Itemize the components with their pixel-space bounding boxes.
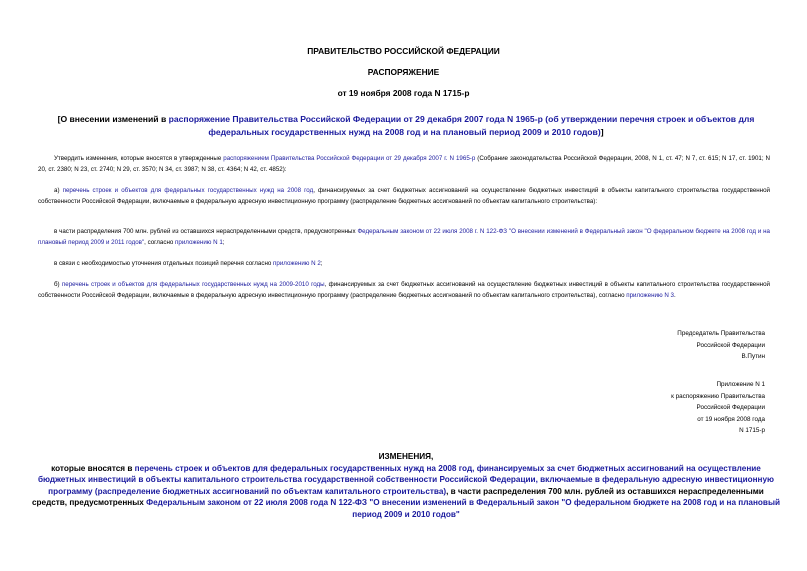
- pc-text-2: .: [673, 291, 676, 299]
- pb1-text-3: ;: [222, 238, 225, 246]
- pb2-text: в связи с необходимостью уточнения отдельных позиций перечня согласно: [54, 260, 274, 267]
- government-heading: ПРАВИТЕЛЬСТВО РОССИЙСКОЙ ФЕДЕРАЦИИ: [307, 46, 500, 56]
- pa-prefix: а): [54, 187, 63, 194]
- title-suffix: ]: [600, 127, 604, 137]
- signature-name: В.Путин: [741, 353, 765, 360]
- document-date-number: от 19 ноября 2008 года N 1715-р: [337, 88, 470, 98]
- changes-text-2: , в части распределения 700 млн. рублей из оставшихся нераспределенными средств, предусмотренных: [32, 486, 764, 507]
- paragraph-b: [38, 280, 770, 301]
- signature-country: Российской Федерации: [696, 341, 765, 349]
- title-prefix: [О внесении изменений в: [57, 114, 169, 124]
- paragraph-a-distribution: [38, 227, 770, 248]
- appendix-header: [671, 379, 765, 437]
- pb2-text-2: ;: [320, 260, 323, 267]
- changes-text: которые вносятся в: [51, 463, 135, 473]
- p1-link[interactable]: распоряжением Правительства Российской Федерации от 29 декабря 2007 г. N 1965-р: [223, 155, 476, 162]
- pb1-link-appendix[interactable]: приложению N 1: [175, 238, 223, 246]
- document-title: [30, 113, 782, 139]
- pc-link-appendix[interactable]: приложению N 3: [626, 291, 674, 299]
- appendix-country: Российской Федерации: [696, 404, 765, 411]
- signature-position: Председатель Правительства: [677, 330, 765, 337]
- appendix-date: от 19 ноября 2008 года: [697, 415, 765, 423]
- pb1-link[interactable]: Федеральным законом от 22 июля 2008 г. N 122-ФЗ "О внесении изменений в Федеральный закон "О федеральном бюджете на 2008 год и на плановый период 2009 и 2011 годов": [38, 228, 770, 246]
- paragraph-approve: [38, 154, 770, 175]
- changes-link-law[interactable]: Федеральным законом от 22 июля 2008 года N 122-ФЗ "О внесении изменений в Федеральный закон "О федеральном бюджете на 2008 год и на плановый период 2009 и 2010 годов": [146, 498, 780, 519]
- pa-link[interactable]: перечень строек и объектов для федеральных государственных нужд на 2008 год: [62, 187, 314, 194]
- paragraph-a-clarification: [38, 259, 770, 270]
- changes-heading: ИЗМЕНЕНИЯ,: [378, 452, 434, 461]
- pc-prefix: б): [54, 281, 62, 288]
- title-link[interactable]: распоряжение Правительства Российской Федерации от 29 декабря 2007 года N 1965-р (об утверждении перечня строек и объектов для федеральных государственных нужд на 2008 год и на плановый период 2009 и 2010 годов): [168, 114, 755, 137]
- pa-text: , финансируемых за счет бюджетных ассигнований на осуществление бюджетных инвестиций в объекты капитального строительства государственной собственности Российской Федерации, включаемые в федеральную адресную инвестиционную программу (распределение бюджетных ассигнований по объектам капитального строительства):: [38, 187, 770, 205]
- signature-block: [677, 328, 765, 363]
- appendix-ref: к распоряжению Правительства: [671, 392, 765, 400]
- pc-link[interactable]: перечень строек и объектов для федеральных государственных нужд на 2009-2010 годы: [61, 281, 325, 288]
- changes-heading-block: [30, 451, 782, 520]
- pb1-text-2: , согласно: [144, 238, 176, 246]
- document-type: РАСПОРЯЖЕНИЕ: [367, 67, 440, 77]
- appendix-doc-number: N 1715-р: [739, 427, 765, 434]
- pb1-text: в части распределения 700 млн. рублей из оставшихся нераспределенными средств, предусмотренных: [54, 228, 358, 235]
- changes-link-list[interactable]: перечень строек и объектов для федеральных государственных нужд на 2008 год, финансируемых за счет бюджетных ассигнований на осуществление бюджетных инвестиций в объекты капитального строительства государственной собственности Российской Федерации, включаемые в федеральную адресную инвестиционную программу (распределение бюджетных ассигнований по объектам капитального строительства): [37, 463, 775, 496]
- changes-description: [30, 463, 782, 521]
- p1-text: Утвердить изменения, которые вносятся в утвержденные: [54, 155, 224, 162]
- appendix-number: Приложение N 1: [716, 381, 765, 388]
- pc-text: , финансируемых за счет бюджетных ассигнований на осуществление бюджетных инвестиций в объекты капитального строительства государственной собственности Российской Федерации, включаемые в федеральную адресную инвестиционную программу (распределение бюджетных ассигнований по объектам капитального строительства), согласно: [38, 281, 770, 299]
- pb2-link[interactable]: приложению N 2: [273, 260, 321, 267]
- paragraph-a: [38, 186, 770, 207]
- p1-text-2: (Собрание законодательства Российской Федерации, 2008, N 1, ст. 47; N 7, ст. 615; N 17, ст. 1901; N 20, ст. 2380; N 23, ст. 2740; N 29, ст. 3570; N 34, ст. 3987; N 38, ст. 4364; N 42, ст. 4852):: [38, 155, 771, 173]
